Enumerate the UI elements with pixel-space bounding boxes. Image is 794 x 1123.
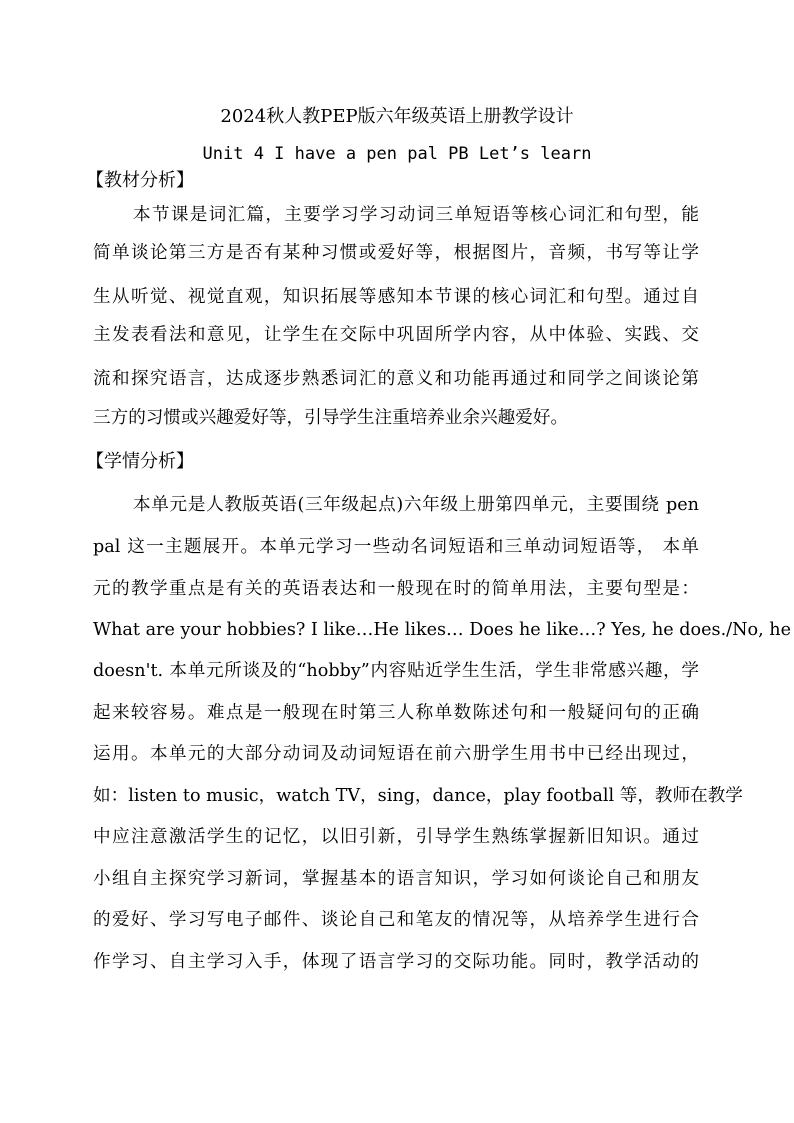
document-title: 2024秋人教PEP版六年级英语上册教学设计: [220, 106, 574, 127]
paragraph-line: 运用。本单元的大部分动词及动词短语在前六册学生用书中已经出现过，: [93, 744, 699, 764]
paragraph-line: 本单元是人教版英语(三年级起点)六年级上册第四单元，主要围绕 pen: [133, 495, 699, 515]
section-heading-textbook-analysis: 【教材分析】: [86, 170, 194, 191]
paragraph-line: 主发表看法和意见，让学生在交际中巩固所学内容，从中体验、实践、交: [93, 325, 699, 345]
paragraph-line: 生从听觉、视觉直观，知识拓展等感知本节课的核心词汇和句型。通过自: [93, 287, 699, 307]
paragraph-line: What are your hobbies? I like…He likes… Does he like…? Yes, he does./No, he: [93, 620, 792, 640]
paragraph-line: pal 这一主题展开。本单元学习一些动名词短语和三单动词短语等， 本单: [93, 537, 699, 557]
paragraph-line: 中应注意激活学生的记忆，以旧引新，引导学生熟练掌握新旧知识。通过: [93, 827, 699, 847]
paragraph-line: 本节课是词汇篇，主要学习学习动词三单短语等核心词汇和句型，能: [133, 205, 699, 225]
paragraph-line: 元的教学重点是有关的英语表达和一般现在时的简单用法，主要句型是：: [93, 579, 699, 599]
paragraph-line: 小组自主探究学习新词，掌握基本的语言知识，学习如何谈论自己和朋友: [93, 869, 699, 889]
paragraph-line: 三方的习惯或兴趣爱好等，引导学生注重培养业余兴趣爱好。: [93, 408, 569, 428]
document-subtitle: Unit 4 I have a pen pal PB Let’s learn: [202, 144, 592, 164]
paragraph-line: 起来较容易。难点是一般现在时第三人称单数陈述句和一般疑问句的正确: [93, 703, 699, 723]
paragraph-line: 流和探究语言，达成逐步熟悉词汇的意义和功能再通过和同学之间谈论第: [93, 369, 699, 389]
paragraph-line: doesn't. 本单元所谈及的“hobby”内容贴近学生生活，学生非常感兴趣，学: [93, 661, 699, 681]
paragraph-line: 如：listen to music，watch TV，sing，dance，play football 等，教师在教学: [93, 786, 743, 806]
section-heading-learner-analysis: 【学情分析】: [86, 451, 194, 472]
paragraph-line: 的爱好、学习写电子邮件、谈论自己和笔友的情况等，从培养学生进行合: [93, 910, 699, 930]
paragraph-line: 作学习、自主学习入手，体现了语言学习的交际功能。同时，教学活动的: [93, 952, 699, 972]
paragraph-line: 简单谈论第三方是否有某种习惯或爱好等，根据图片，音频，书写等让学: [93, 243, 699, 263]
